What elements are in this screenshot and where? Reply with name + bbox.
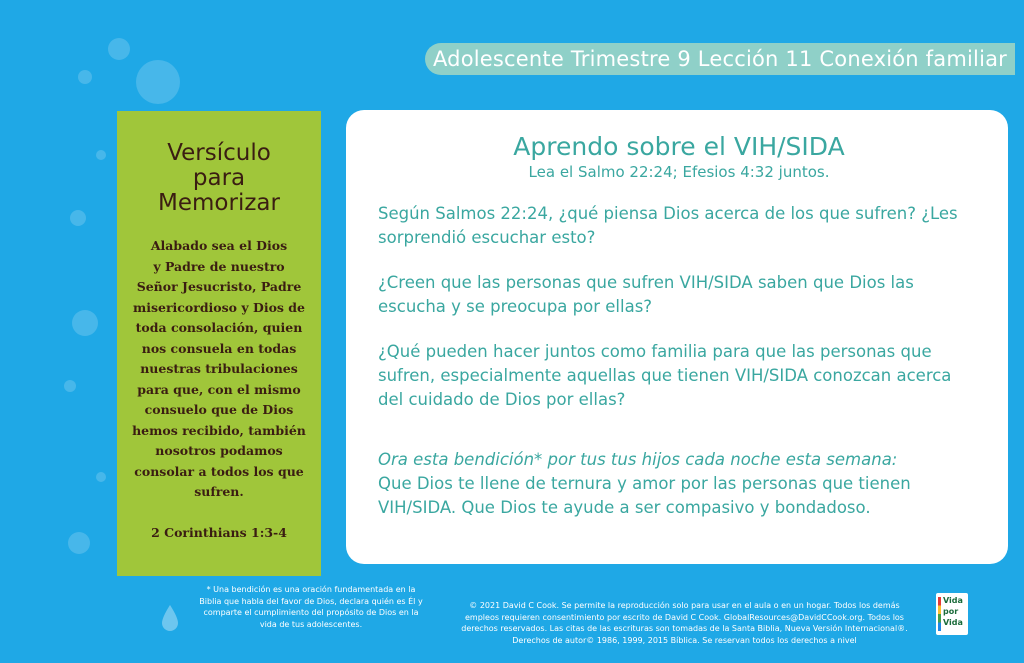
decorative-bubble xyxy=(64,380,76,392)
blessing-footnote: * Una bendición es una oración fundamentada en la Biblia que habla del favor de Dios, declara quién es Él y comparte el cumplimiento del propósito de Dios en la vida de tus adolescentes. xyxy=(199,585,423,629)
blessing-instruction: Ora esta bendición* por tus tus hijos cada noche esta semana: xyxy=(378,450,898,469)
question-3: ¿Qué pueden hacer juntos como familia para que las personas que sufren, especialmente aquellas que tienen VIH/SIDA conozcan acerca del cuidado de Dios por ellas? xyxy=(378,342,952,409)
decorative-bubble xyxy=(136,60,180,104)
memory-verse-title: Versículo para Memorizar xyxy=(158,140,280,216)
water-drop-icon xyxy=(160,604,180,634)
memory-verse-reference: 2 Corinthians 1:3-4 xyxy=(151,524,287,540)
decorative-bubble xyxy=(108,38,130,60)
logo-stripe-icon xyxy=(938,597,941,631)
decorative-bubble xyxy=(78,70,92,84)
decorative-bubble xyxy=(96,472,106,482)
copyright-notice: © 2021 David C Cook. Se permite la reproducción solo para usar en el aula o en un hogar. Todos los demás empleos requieren consentimiento por escrito de David C Cook. GlobalResources@DavidCCook.org. Todos los derechos reservados. Las citas de las escrituras son tomadas de la Santa Biblia, Nueva Versión Internacional®. Derechos de autor© 1986, 1999, 2015 Bíblica. Se reservan todos los derechos a nivel xyxy=(461,601,908,645)
memory-verse-text: Alabado sea el Dios y Padre de nuestro Señor Jesucristo, Padre misericordioso y Dios de toda consolación, quien nos consuela en todas nuestras tribulaciones para que, con el mismo consuelo que de Dios hemos recibido, también nosotros podamos consolar a todos los que sufren. xyxy=(132,238,306,499)
blessing-text: Que Dios te llene de ternura y amor por las personas que tienen VIH/SIDA. Que Dios te ayude a ser compasivo y bondadoso. xyxy=(378,474,911,517)
decorative-bubble xyxy=(70,210,86,226)
card-title: Aprendo sobre el VIH/SIDA xyxy=(513,132,845,161)
lesson-header: Adolescente Trimestre 9 Lección 11 Conexión familiar xyxy=(425,43,1015,75)
question-2: ¿Creen que las personas que sufren VIH/SIDA saben que Dios las escucha y se preocupa por ellas? xyxy=(378,273,914,316)
vida-por-vida-logo xyxy=(936,593,968,635)
card-subtitle: Lea el Salmo 22:24; Efesios 4:32 juntos. xyxy=(528,163,830,181)
decorative-bubble xyxy=(72,310,98,336)
decorative-bubble xyxy=(68,532,90,554)
logo-line-2: por xyxy=(943,607,959,616)
decorative-bubble xyxy=(96,150,106,160)
question-1: Según Salmos 22:24, ¿qué piensa Dios acerca de los que sufren? ¿Les sorprendió escuchar esto? xyxy=(378,204,958,247)
logo-line-1: Vida xyxy=(943,596,963,605)
logo-line-3: Vida xyxy=(943,618,963,627)
memory-verse-box xyxy=(117,111,321,576)
lesson-card xyxy=(346,110,1008,564)
